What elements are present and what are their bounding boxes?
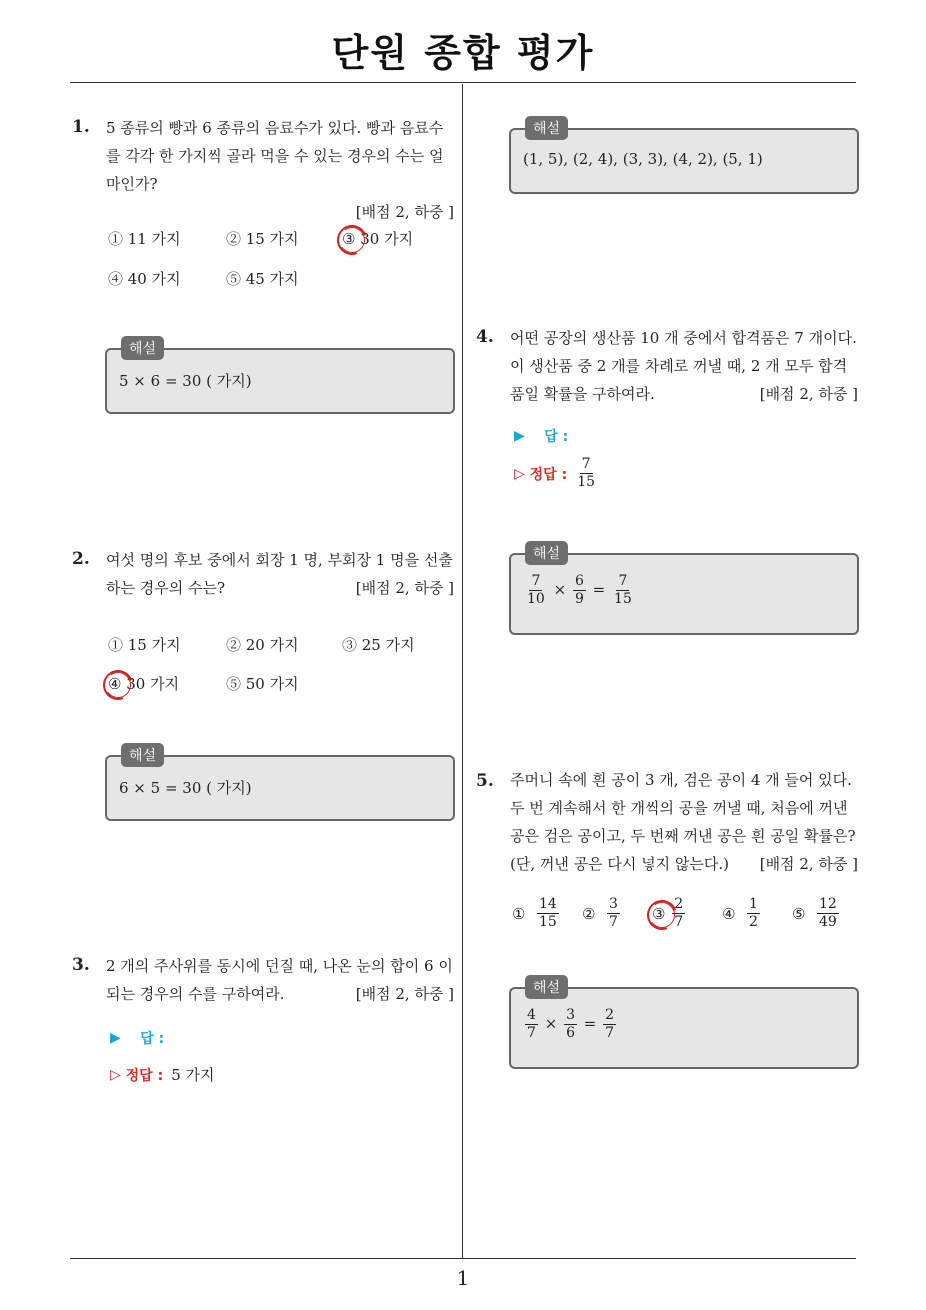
- explanation-box: [105, 748, 455, 821]
- numerator: 3: [609, 896, 618, 912]
- denominator: 7: [609, 914, 618, 930]
- explanation-formula: [523, 1007, 618, 1042]
- answer-row: [110, 1028, 164, 1048]
- explanation-tag: 해설: [525, 975, 568, 999]
- question-text: 여섯 명의 후보 중에서 회장 1 명, 부회장 1 명을 선출하는 경우의 수는?: [106, 551, 453, 597]
- question-2: [106, 546, 454, 602]
- denominator: 15: [577, 474, 596, 490]
- numerator: 2: [605, 1007, 615, 1023]
- answer-arrow-icon: ▶: [514, 428, 525, 444]
- explanation-text: 6 × 5 = 30 ( 가지): [119, 779, 252, 797]
- option-1[interactable]: [512, 896, 561, 931]
- question-text: 어떤 공장의 생산품 10 개 중에서 합격품은 7 개이다. 이 생산품 중 2 개를 차례로 꺼낼 때, 2 개 모두 합격품일 확률을 구하여라.: [510, 329, 857, 403]
- correct-answer: 5 가지: [171, 1066, 215, 1084]
- explanation-text: 5 × 6 = 30 ( 가지): [119, 372, 252, 390]
- equals: =: [583, 1014, 597, 1033]
- question-4: [510, 324, 858, 408]
- denominator: 7: [674, 914, 684, 930]
- question-number: 3.: [72, 955, 90, 975]
- fraction: [564, 1007, 577, 1042]
- option-4[interactable]: [722, 896, 762, 931]
- option-label: 30 가지: [360, 230, 414, 248]
- explanation-box: [509, 121, 859, 194]
- explanation-tag: 해설: [525, 116, 568, 140]
- option-4[interactable]: ④ 40 가지: [108, 270, 181, 288]
- option-3[interactable]: [652, 896, 687, 931]
- numerator: 6: [574, 573, 584, 589]
- question-number: 2.: [72, 549, 90, 569]
- option-1[interactable]: ① 15 가지: [108, 636, 181, 654]
- option-fraction: [817, 896, 839, 931]
- question-1: [106, 114, 454, 226]
- fraction: [573, 573, 586, 608]
- option-marker: ⑤: [792, 904, 806, 923]
- denominator: 15: [539, 914, 557, 930]
- operator: ×: [544, 1014, 558, 1033]
- selected-answer-mark: ③: [652, 904, 666, 923]
- operator: ×: [553, 580, 567, 599]
- option-3[interactable]: [342, 228, 413, 249]
- numerator: 7: [618, 573, 628, 589]
- correct-label: 정답 :: [125, 1067, 164, 1084]
- denominator: 7: [527, 1025, 536, 1041]
- question-text: 주머니 속에 흰 공이 3 개, 검은 공이 4 개 들어 있다. 두 번 계속해서 한 개씩의 공을 꺼낼 때, 처음에 꺼낸 공은 검은 공이고, 두 번째 꺼낸 공은 흰 공일 확률은? (단, 꺼낸 공은 다시 넣지 않는다.): [510, 771, 856, 873]
- option-3[interactable]: ③ 25 가지: [342, 636, 415, 654]
- option-5[interactable]: ⑤ 45 가지: [226, 270, 299, 288]
- numerator: 4: [527, 1007, 536, 1023]
- option-1[interactable]: ① 11 가지: [108, 230, 181, 248]
- fraction: [603, 1007, 616, 1042]
- denominator: 6: [566, 1025, 575, 1041]
- explanation-formula: [523, 573, 636, 608]
- option-2[interactable]: [582, 896, 622, 931]
- question-meta: [배점 2, 하중 ]: [355, 579, 454, 597]
- numerator: 7: [531, 573, 541, 589]
- denominator: 7: [605, 1025, 615, 1041]
- question-meta: [배점 2, 하중 ]: [759, 855, 858, 873]
- option-label: 30 가지: [126, 675, 180, 693]
- denominator: 2: [749, 914, 758, 930]
- column-divider: [462, 84, 463, 1258]
- option-fraction: [607, 896, 620, 931]
- correct-arrow-icon: ▷: [514, 465, 525, 482]
- answer-row: [514, 426, 568, 446]
- denominator: 9: [574, 591, 584, 607]
- explanation-tag: 해설: [121, 336, 164, 360]
- option-fraction: [537, 896, 559, 931]
- page-title: 단원 종합 평가: [331, 31, 595, 75]
- correct-row: [110, 1064, 214, 1085]
- top-divider: [70, 82, 856, 83]
- explanation-text: (1, 5), (2, 4), (3, 3), (4, 2), (5, 1): [523, 150, 763, 168]
- numerator: 2: [674, 896, 684, 912]
- selected-answer-mark: ③: [342, 229, 356, 248]
- denominator: 10: [527, 591, 545, 607]
- question-5: [510, 766, 858, 878]
- numerator: 3: [566, 1007, 575, 1023]
- question-meta: [배점 2, 하중 ]: [355, 985, 454, 1003]
- question-meta: [배점 2, 하중 ]: [759, 385, 858, 403]
- numerator: 1: [749, 896, 758, 912]
- answer-label: 답 :: [140, 1031, 165, 1047]
- question-number: 1.: [72, 117, 90, 137]
- correct-label: 정답 :: [529, 466, 568, 483]
- selected-answer-mark: ④: [108, 674, 122, 693]
- explanation-tag: 해설: [121, 743, 164, 767]
- fraction: [525, 1007, 538, 1042]
- option-2[interactable]: ② 15 가지: [226, 230, 299, 248]
- option-marker: ①: [512, 904, 526, 923]
- numerator: 12: [819, 896, 837, 912]
- bottom-divider: [70, 1258, 856, 1259]
- explanation-box: [509, 980, 859, 1069]
- denominator: 15: [614, 591, 632, 607]
- fraction: [525, 573, 547, 608]
- option-marker: ②: [582, 904, 596, 923]
- page-number: 1: [456, 1266, 470, 1290]
- answer-label: 답 :: [544, 429, 569, 445]
- option-5[interactable]: ⑤ 50 가지: [226, 675, 299, 693]
- option-fraction: [747, 896, 760, 931]
- equals: =: [592, 580, 606, 599]
- explanation-box: [509, 546, 859, 635]
- numerator: 14: [539, 896, 557, 912]
- question-text: 2 개의 주사위를 동시에 던질 때, 나온 눈의 합이 6 이 되는 경우의 수를 구하여라.: [106, 957, 453, 1003]
- option-5[interactable]: [792, 896, 841, 931]
- explanation-box: [105, 341, 455, 414]
- numerator: 7: [581, 456, 591, 472]
- option-4[interactable]: [108, 673, 179, 694]
- option-2[interactable]: ② 20 가지: [226, 636, 299, 654]
- question-number: 4.: [476, 327, 494, 347]
- question-text: 5 종류의 빵과 6 종류의 음료수가 있다. 빵과 음료수를 각각 한 가지씩 골라 먹을 수 있는 경우의 수는 얼마인가?: [106, 119, 444, 193]
- question-3: [106, 952, 454, 1008]
- denominator: 49: [819, 914, 837, 930]
- question-number: 5.: [476, 771, 494, 791]
- explanation-tag: 해설: [525, 541, 568, 565]
- answer-arrow-icon: ▶: [110, 1030, 121, 1046]
- correct-fraction: [575, 456, 597, 491]
- option-marker: ④: [722, 904, 736, 923]
- fraction: [612, 573, 634, 608]
- correct-arrow-icon: ▷: [110, 1066, 121, 1083]
- question-meta: [배점 2, 하중 ]: [355, 203, 454, 221]
- correct-row: [514, 456, 599, 491]
